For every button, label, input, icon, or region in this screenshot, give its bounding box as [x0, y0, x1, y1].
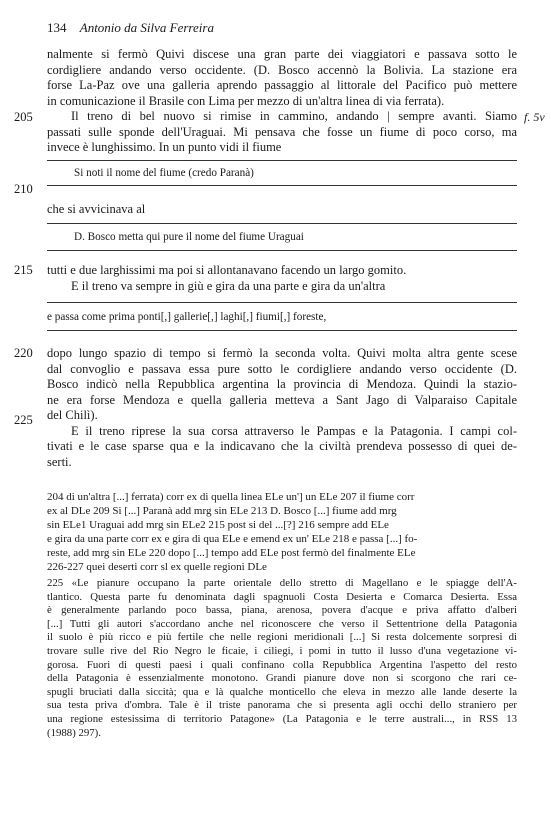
text-line: E il treno va sempre in giù e gira da una parte e gira da un'altra — [71, 278, 386, 293]
line-number-210: 210 — [14, 182, 33, 196]
text-line: invece è lunghissimo. In un punto vidi il fiume — [47, 140, 282, 154]
apparatus-line: 204 di un'altra [...] ferrata) corr ex di quella linea ELe un'] un ELe 207 il fiume corr — [47, 491, 415, 503]
body-paragraph-3 — [47, 263, 517, 294]
text-line: E il treno riprese la sua corsa attraverso le Pampas e la Patagonia. I campi col- — [71, 423, 517, 438]
text-line: tivati e le case sparse qua e la indicavano che la civiltà prendeva possesso di quei de- — [47, 439, 517, 453]
page-number: 134 — [47, 20, 67, 35]
line-number-225: 225 — [14, 413, 33, 427]
text-line: forse La-Paz ove una galleria aprendo passaggio al littorale del Pacifico può mettere — [47, 78, 517, 92]
note-line: gorosa. Fuori di questi paesi i quali confinano colla Repubblica Argentina l'aspetto del resto — [47, 658, 517, 671]
apparatus-line: e gira da una parte corr ex e gira di qua ELe e emend ex un' ELe 218 e passa [...] fo- — [47, 533, 418, 545]
note-line: è generalmente parlando poco bassa, piana, arenosa, povera d'acque e priva affatto d'alberi — [47, 604, 517, 617]
line-number-220: 220 — [14, 346, 33, 360]
apparatus-line: reste, add mrg sin ELe 220 dopo [...] tempo add ELe post fermò del finalmente ELe — [47, 547, 416, 559]
note-line: sua testa priva d'ombra. Tale è il triste panorama che si presenta agli occhi dello straniero per — [47, 699, 517, 712]
inserted-line-2: D. Bosco metta qui pure il nome del fiume Uraguai — [74, 231, 304, 243]
note-line: della Patagonia è essenzialmente monotono. Grandi pianure dove non si scorgono che rari ce- — [47, 672, 517, 685]
insert-rule-bottom — [47, 185, 517, 186]
page-header — [47, 20, 214, 36]
inserted-line-3: e passa come prima ponti[,] gallerie[,] laghi[,] fiumi[,] foreste, — [47, 311, 327, 323]
note-line: (1988) 297). — [47, 726, 101, 739]
insert-rule-top — [47, 160, 517, 161]
note-line: una regione estesissima di territorio Patagone» (La Patagonia e le terre australi..., in RSS 13 — [47, 712, 517, 725]
folio-reference: f. 5v — [524, 110, 545, 124]
text-line: in comunicazione il Brasile con Lima per mezzo di un'altra linea di via ferrata). — [47, 93, 445, 108]
apparatus-line: 226-227 quei deserti corr sl ex quelle regioni DLe — [47, 561, 267, 573]
text-line: che si avvicinava al — [47, 202, 146, 216]
inserted-line-1: Si noti il nome del fiume (credo Paranà) — [74, 167, 254, 179]
critical-apparatus — [47, 490, 517, 574]
line-number-215: 215 — [14, 263, 33, 277]
text-line: Il treno di bel nuovo si rimise in cammino, andando | sempre avanti. Siamo — [71, 109, 517, 123]
text-line: ne era forse Mendoza e quella galleria metteva a Sant Jago di Valparaiso Capitale — [47, 392, 517, 407]
text-line: dopo lungo spazio di tempo si fermò la seconda volta. Quivi molta altra gente scese — [47, 346, 517, 360]
apparatus-line: sin ELe1 Uraguai add mrg sin ELe2 215 post si del ...[?] 216 sempre add ELe — [47, 519, 389, 531]
note-line: [...] Tutti gli autori s'accordano anche nel riconoscere che verso il Settentrione della Patagonia — [47, 617, 517, 630]
note-line: spugli bruciati dalla siccità; qua e là qualche monticello che eleva in mezzo alle lande deserte la — [47, 685, 517, 698]
note-line: tlantico. Questa parte fu denominata dagli spagnuoli Costa Desierta e Comarca Desierta. Essa — [47, 590, 517, 603]
insert-rule-bottom — [47, 330, 517, 331]
text-line: nalmente si fermò Quivi discese una gran parte dei viaggiatori e passava sotto le — [47, 47, 517, 61]
note-line: il suolo è più ricco e più fertile che nelle regioni meridionali [...] Si resta dolcemente sorpresi di — [47, 631, 517, 644]
text-line: serti. — [47, 454, 72, 469]
line-number-205: 205 — [14, 110, 33, 124]
text-line: cordigliere andando verso occidente. (D. Bosco accennò la Bolivia. La stazione era — [47, 62, 517, 77]
footnote-225 — [47, 577, 517, 740]
body-paragraph-4 — [47, 346, 517, 470]
note-line: 225 «Le pianure occupano la parte orientale dello stretto di Magellano e le spiagge dell'A- — [47, 577, 517, 589]
apparatus-line: ex al DLe 209 Si [...] Paranà add mrg sin ELe 213 D. Bosco [...] fiume add mrg — [47, 505, 397, 517]
insert-rule-top — [47, 223, 517, 224]
text-line: del Chilì). — [47, 408, 98, 422]
note-line: trovare sulle rive del Rio Negro le ficaie, i ciliegi, i pomi in tutto il lusso d'una vegetazione vi- — [47, 644, 517, 657]
body-paragraph-1 — [47, 47, 517, 156]
text-line: passati sulle sponde dell'Uraguai. Mi pensava che fosse un fiume di poco corso, ma — [47, 124, 517, 139]
text-line: Bosco indicò nella Repubblica argentina la provincia di Mendoza. Quindi la stazio- — [47, 377, 517, 391]
text-line: tutti e due larghissimi ma poi si allontanavano facendo un largo gomito. — [47, 263, 407, 277]
running-title: Antonio da Silva Ferreira — [79, 20, 214, 35]
body-line-che — [47, 202, 517, 218]
text-line: dal convoglio e passava essa pure sotto le cordigliere andando verso occidente (D. — [47, 361, 517, 376]
insert-rule-bottom — [47, 250, 517, 251]
insert-rule-top — [47, 302, 517, 303]
